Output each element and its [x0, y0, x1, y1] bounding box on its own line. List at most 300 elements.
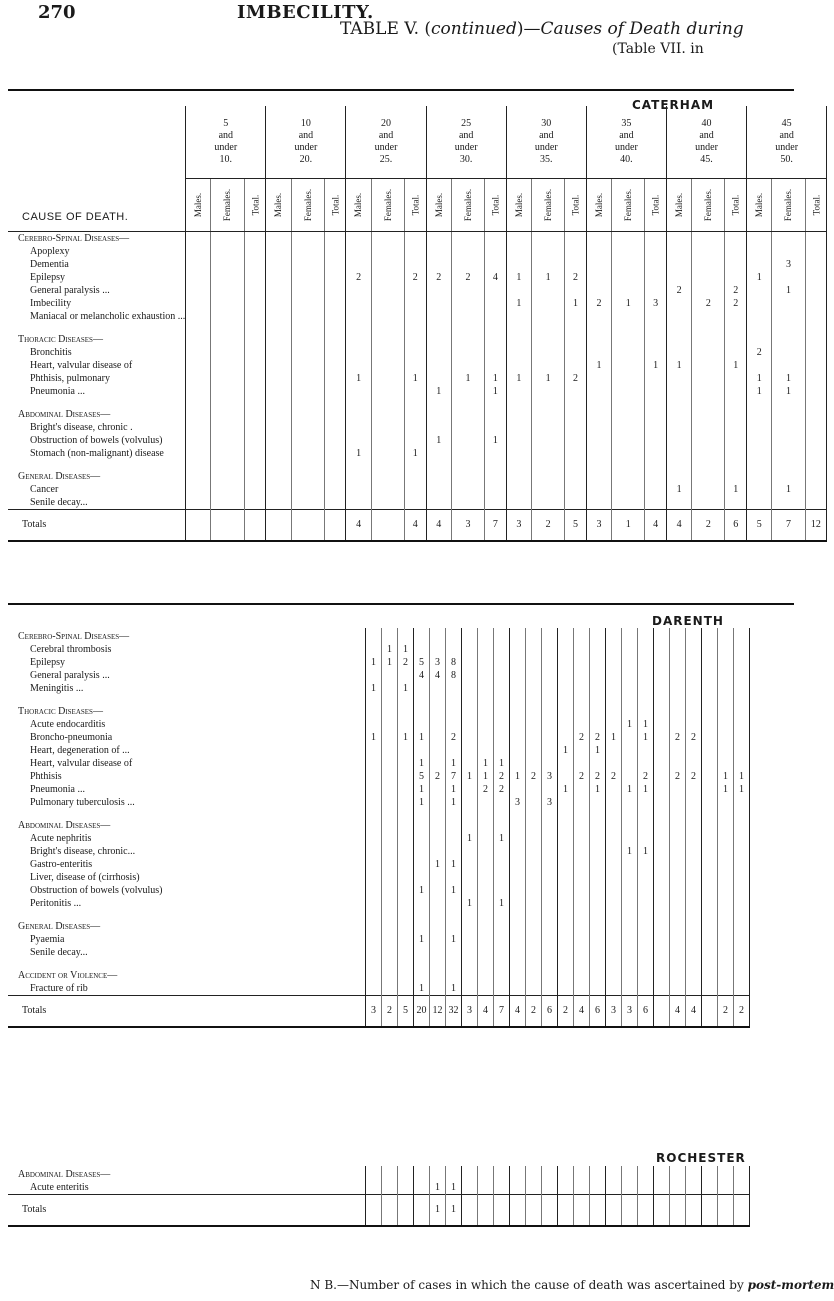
spacer-cell — [612, 460, 645, 470]
count-cell — [670, 933, 686, 946]
footnote — [310, 1278, 834, 1292]
count-cell — [542, 1195, 558, 1227]
count-cell — [414, 920, 430, 933]
count-cell — [478, 1168, 494, 1181]
cause-label: Phthisis — [8, 770, 366, 783]
count-cell — [366, 897, 382, 910]
count-cell — [747, 284, 772, 297]
count-cell — [692, 346, 725, 359]
count-cell — [510, 858, 526, 871]
count-cell — [462, 858, 478, 871]
count-cell: 2 — [725, 297, 747, 310]
spacer-cell — [531, 460, 564, 470]
sex-label: Females. — [703, 188, 714, 222]
count-cell — [670, 705, 686, 718]
spacer-cell — [414, 959, 430, 969]
cause-row — [8, 421, 827, 434]
count-cell: 1 — [531, 271, 564, 284]
sex-label: Females. — [623, 188, 634, 222]
count-cell — [506, 483, 531, 496]
spacer-cell — [622, 809, 638, 819]
spacer-cell — [606, 910, 622, 920]
count-cell — [266, 483, 291, 496]
count-cell — [586, 372, 611, 385]
age-group-line: 40. — [620, 154, 633, 165]
count-cell — [510, 1168, 526, 1181]
count-cell — [531, 408, 564, 421]
count-cell — [531, 346, 564, 359]
cause-label: Phthisis, pulmonary — [8, 372, 186, 385]
spacer-cell — [574, 695, 590, 705]
count-cell — [725, 258, 747, 271]
count-cell — [244, 271, 266, 284]
disease-group-row — [8, 920, 750, 933]
count-cell — [747, 447, 772, 460]
count-cell — [398, 705, 414, 718]
running-head: IMBECILITY. — [237, 2, 374, 23]
count-cell — [526, 682, 542, 695]
sex-label: Males. — [593, 192, 604, 218]
spacer-cell — [718, 695, 734, 705]
count-cell — [426, 245, 451, 258]
count-cell — [734, 1195, 750, 1227]
count-cell — [426, 232, 451, 246]
count-cell — [266, 470, 291, 483]
count-cell: 2 — [725, 284, 747, 297]
count-cell — [558, 796, 574, 809]
count-cell — [186, 483, 211, 496]
spacer-cell — [494, 910, 510, 920]
count-cell — [266, 232, 291, 246]
count-cell — [692, 470, 725, 483]
count-cell — [451, 297, 484, 310]
count-cell — [666, 408, 691, 421]
count-cell — [702, 946, 718, 959]
count-cell — [366, 1181, 382, 1195]
count-cell — [531, 421, 564, 434]
count-cell — [404, 232, 426, 246]
count-cell — [346, 333, 371, 346]
count-cell: 1 — [638, 718, 654, 731]
count-cell — [462, 682, 478, 695]
count-cell — [734, 682, 750, 695]
count-cell — [565, 232, 587, 246]
cause-label: Acute enteritis — [8, 1181, 366, 1195]
count-cell — [574, 920, 590, 933]
spacer-cell — [451, 323, 484, 333]
count-cell — [702, 933, 718, 946]
count-cell — [506, 310, 531, 323]
count-cell — [371, 421, 404, 434]
count-cell — [266, 310, 291, 323]
count-cell — [266, 496, 291, 510]
count-cell — [718, 933, 734, 946]
count-cell — [654, 996, 670, 1028]
cause-label: Fracture of rib — [8, 982, 366, 996]
count-cell — [805, 408, 827, 421]
count-cell — [526, 871, 542, 884]
spacer-cell — [654, 910, 670, 920]
count-cell — [654, 718, 670, 731]
count-cell — [590, 871, 606, 884]
count-cell — [542, 897, 558, 910]
count-cell — [590, 832, 606, 845]
count-cell — [638, 1168, 654, 1181]
count-cell — [725, 447, 747, 460]
count-cell — [574, 682, 590, 695]
count-cell — [638, 744, 654, 757]
count-cell — [606, 1195, 622, 1227]
age-group-line: under — [534, 142, 558, 153]
age-group-line: under — [695, 142, 718, 153]
count-cell — [430, 871, 446, 884]
cause-label: General paralysis ... — [8, 669, 366, 682]
spacer-cell — [606, 695, 622, 705]
cause-row — [8, 783, 750, 796]
age-group-line: 20. — [299, 154, 313, 165]
spacer-row — [8, 809, 750, 819]
count-cell — [734, 718, 750, 731]
count-cell — [702, 744, 718, 757]
count-cell: 1 — [398, 682, 414, 695]
count-cell: 1 — [346, 372, 371, 385]
spacer-cell — [485, 460, 507, 470]
count-cell — [718, 669, 734, 682]
count-cell — [574, 705, 590, 718]
count-cell — [211, 310, 244, 323]
count-cell — [622, 819, 638, 832]
spacer-cell — [702, 695, 718, 705]
sex-label: Total. — [490, 194, 501, 216]
totals-row — [8, 1195, 750, 1227]
count-cell — [606, 757, 622, 770]
cause-row — [8, 731, 750, 744]
count-cell — [606, 744, 622, 757]
count-cell — [638, 884, 654, 897]
count-cell — [371, 271, 404, 284]
sex-column-header — [404, 179, 426, 232]
count-cell — [398, 770, 414, 783]
cause-row — [8, 346, 827, 359]
spacer-row — [8, 910, 750, 920]
count-cell — [186, 510, 211, 542]
count-cell — [638, 933, 654, 946]
count-cell — [266, 258, 291, 271]
count-cell — [510, 871, 526, 884]
count-cell — [702, 996, 718, 1028]
count-cell — [734, 744, 750, 757]
count-cell — [244, 232, 266, 246]
spacer-cell — [426, 398, 451, 408]
count-cell — [645, 483, 667, 496]
count-cell — [542, 969, 558, 982]
count-cell — [478, 744, 494, 757]
count-cell — [382, 770, 398, 783]
section-title-rochester: ROCHESTER — [656, 1151, 746, 1165]
count-cell: 1 — [404, 372, 426, 385]
count-cell — [686, 783, 702, 796]
count-cell — [414, 1195, 430, 1227]
count-cell — [430, 819, 446, 832]
cause-row — [8, 483, 827, 496]
count-cell — [526, 669, 542, 682]
spacer-cell — [430, 695, 446, 705]
count-cell — [692, 496, 725, 510]
count-cell — [558, 1168, 574, 1181]
spacer-cell — [734, 959, 750, 969]
count-cell — [692, 284, 725, 297]
count-cell — [606, 832, 622, 845]
count-cell — [586, 447, 611, 460]
count-cell — [371, 408, 404, 421]
count-cell — [478, 871, 494, 884]
sex-column-header — [586, 179, 611, 232]
spacer-row — [8, 695, 750, 705]
count-cell — [211, 333, 244, 346]
count-cell — [772, 310, 805, 323]
count-cell — [211, 496, 244, 510]
count-cell — [510, 832, 526, 845]
spacer-cell — [398, 959, 414, 969]
count-cell — [645, 385, 667, 398]
count-cell — [382, 946, 398, 959]
spacer-cell — [366, 695, 382, 705]
spacer-cell — [586, 323, 611, 333]
count-cell — [670, 630, 686, 643]
count-cell — [734, 845, 750, 858]
cause-row — [8, 744, 750, 757]
count-cell — [398, 969, 414, 982]
sex-column-header — [666, 179, 691, 232]
count-cell — [586, 284, 611, 297]
cause-label: Liver, disease of (cirrhosis) — [8, 871, 366, 884]
count-cell — [414, 744, 430, 757]
count-cell — [590, 933, 606, 946]
count-cell — [494, 920, 510, 933]
count-cell — [426, 310, 451, 323]
count-cell — [747, 496, 772, 510]
table-title — [340, 19, 744, 39]
count-cell — [686, 705, 702, 718]
count-cell — [478, 669, 494, 682]
spacer-cell — [451, 460, 484, 470]
count-cell — [451, 434, 484, 447]
count-cell — [211, 258, 244, 271]
count-cell — [526, 884, 542, 897]
age-group-line: 10 — [300, 118, 311, 129]
count-cell — [506, 496, 531, 510]
count-cell — [462, 783, 478, 796]
count-cell — [291, 510, 324, 542]
count-cell — [747, 421, 772, 434]
count-cell — [462, 669, 478, 682]
count-cell: 7 — [772, 510, 805, 542]
count-cell — [324, 510, 346, 542]
count-cell — [211, 245, 244, 258]
count-cell: 8 — [446, 669, 462, 682]
count-cell — [506, 245, 531, 258]
count-cell — [462, 946, 478, 959]
count-cell — [558, 969, 574, 982]
count-cell — [291, 372, 324, 385]
count-cell — [382, 630, 398, 643]
count-cell — [430, 731, 446, 744]
count-cell — [686, 682, 702, 695]
cause-row — [8, 946, 750, 959]
count-cell: 1 — [747, 372, 772, 385]
sex-label: Males. — [353, 192, 364, 218]
count-cell — [725, 346, 747, 359]
spacer-cell — [565, 460, 587, 470]
count-cell — [398, 858, 414, 871]
cause-row — [8, 845, 750, 858]
count-cell: 1 — [622, 718, 638, 731]
count-cell — [718, 946, 734, 959]
age-group-line: under — [294, 142, 318, 153]
spacer-cell — [462, 695, 478, 705]
count-cell — [718, 832, 734, 845]
count-cell — [462, 757, 478, 770]
count-cell — [266, 359, 291, 372]
disease-group-row — [8, 408, 827, 421]
count-cell — [718, 1181, 734, 1195]
count-cell — [430, 982, 446, 996]
count-cell — [612, 421, 645, 434]
count-cell — [670, 871, 686, 884]
count-cell: 1 — [638, 731, 654, 744]
count-cell — [725, 434, 747, 447]
cause-column-header: CAUSE OF DEATH. — [8, 106, 186, 232]
count-cell — [244, 408, 266, 421]
count-cell — [606, 643, 622, 656]
cause-label: Pyaemia — [8, 933, 366, 946]
spacer-cell — [494, 695, 510, 705]
spacer-cell — [702, 809, 718, 819]
count-cell — [747, 359, 772, 372]
sex-column-header — [371, 179, 404, 232]
count-cell — [211, 510, 244, 542]
sex-label: Females. — [302, 188, 313, 222]
count-cell: 1 — [462, 832, 478, 845]
count-cell — [526, 969, 542, 982]
count-cell — [366, 845, 382, 858]
spacer-cell — [670, 695, 686, 705]
count-cell — [430, 884, 446, 897]
count-cell — [291, 408, 324, 421]
spacer-cell — [366, 809, 382, 819]
count-cell — [686, 897, 702, 910]
count-cell — [186, 470, 211, 483]
count-cell — [414, 1181, 430, 1195]
count-cell: 4 — [404, 510, 426, 542]
totals-row — [8, 510, 827, 542]
age-group-header — [747, 106, 827, 179]
count-cell — [565, 434, 587, 447]
count-cell: 1 — [430, 1181, 446, 1195]
count-cell: 1 — [725, 483, 747, 496]
count-cell — [366, 1168, 382, 1181]
count-cell — [692, 333, 725, 346]
count-cell — [382, 744, 398, 757]
spacer-cell — [526, 695, 542, 705]
count-cell: 3 — [506, 510, 531, 542]
count-cell — [654, 757, 670, 770]
sex-label: Females. — [382, 188, 393, 222]
count-cell — [371, 510, 404, 542]
count-cell — [622, 1181, 638, 1195]
cause-label: Heart, degeneration of ... — [8, 744, 366, 757]
count-cell: 1 — [666, 359, 691, 372]
age-group-line: 35. — [540, 154, 553, 165]
count-cell — [565, 496, 587, 510]
count-cell: 1 — [462, 770, 478, 783]
count-cell — [670, 920, 686, 933]
sex-column-header — [324, 179, 346, 232]
count-cell — [430, 718, 446, 731]
count-cell — [574, 744, 590, 757]
count-cell: 1 — [638, 783, 654, 796]
count-cell — [526, 718, 542, 731]
count-cell — [718, 969, 734, 982]
count-cell — [506, 408, 531, 421]
count-cell: 2 — [451, 271, 484, 284]
cause-label: Dementia — [8, 258, 186, 271]
spacer-row — [8, 323, 827, 333]
count-cell: 1 — [747, 385, 772, 398]
count-cell — [451, 232, 484, 246]
spacer-cell — [186, 398, 211, 408]
count-cell — [346, 284, 371, 297]
count-cell — [446, 718, 462, 731]
count-cell — [622, 705, 638, 718]
sex-label: Total. — [330, 194, 341, 216]
count-cell — [510, 783, 526, 796]
count-cell — [382, 1168, 398, 1181]
count-cell — [398, 1168, 414, 1181]
spacer-cell — [702, 959, 718, 969]
count-cell — [670, 656, 686, 669]
count-cell: 1 — [478, 757, 494, 770]
count-cell: 2 — [565, 372, 587, 385]
count-cell — [366, 770, 382, 783]
age-group-line: under — [374, 142, 398, 153]
count-cell — [638, 643, 654, 656]
count-cell — [414, 858, 430, 871]
count-cell: 4 — [666, 510, 691, 542]
count-cell — [244, 284, 266, 297]
count-cell — [371, 245, 404, 258]
count-cell: 1 — [430, 1195, 446, 1227]
count-cell: 2 — [638, 770, 654, 783]
count-cell — [346, 245, 371, 258]
count-cell — [542, 884, 558, 897]
count-cell — [606, 630, 622, 643]
count-cell — [622, 796, 638, 809]
count-cell: 1 — [718, 783, 734, 796]
count-cell — [506, 232, 531, 246]
count-cell — [612, 408, 645, 421]
count-cell — [382, 1181, 398, 1195]
count-cell — [734, 946, 750, 959]
count-cell — [186, 408, 211, 421]
count-cell — [382, 796, 398, 809]
count-cell — [542, 832, 558, 845]
count-cell — [686, 1195, 702, 1227]
count-cell — [446, 630, 462, 643]
count-cell — [382, 982, 398, 996]
spacer-cell — [398, 910, 414, 920]
count-cell: 2 — [747, 346, 772, 359]
